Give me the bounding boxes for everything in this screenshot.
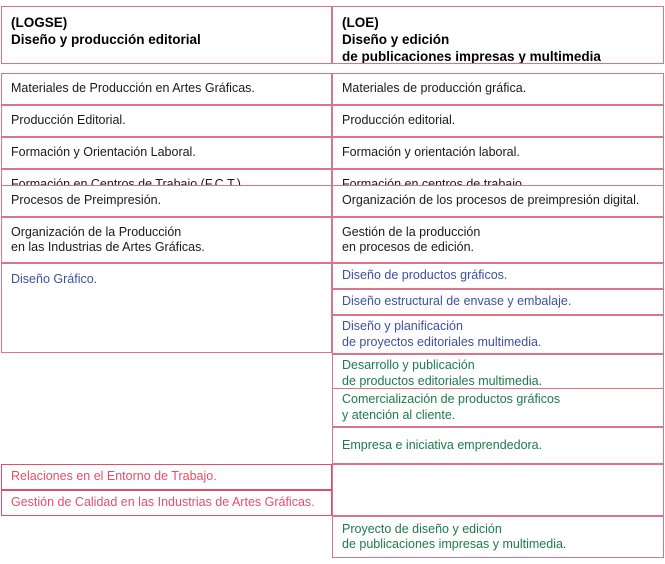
left-row-8 [1, 464, 332, 490]
right-row-13-line-1: Proyecto de diseño y edición [342, 521, 502, 536]
right-row-10-line-2: de productos editoriales multimedia. [342, 373, 543, 388]
right-row-6 [332, 217, 664, 263]
left-row-3 [1, 137, 332, 169]
header-title-loe-line-2: de publicaciones impresas y multimedia [342, 49, 601, 64]
left-row-5 [1, 185, 332, 217]
right-row-5-line-1: Organización de los procesos de preimpresión digital. [342, 193, 640, 208]
right-row-5 [332, 185, 664, 217]
right-row-6-line-2: en procesos de edición. [342, 240, 475, 254]
right-row-2-line-1: Producción editorial. [342, 113, 456, 128]
header-cell-logse [1, 6, 332, 64]
right-row-1-line-1: Materiales de producción gráfica. [342, 81, 527, 96]
left-row-3-line-1: Formación y Orientación Laboral. [11, 145, 196, 160]
header-title-logse-line-1: Diseño y producción editorial [11, 32, 201, 47]
left-row-7-diseno-grafico [1, 263, 332, 353]
header-code-logse: (LOGSE) [11, 15, 68, 30]
right-row-7 [332, 263, 664, 289]
left-row-1 [1, 73, 332, 105]
right-row-3-line-1: Formación y orientación laboral. [342, 145, 520, 160]
right-row-8 [332, 289, 664, 315]
header-code-loe: (LOE) [342, 15, 379, 30]
right-row-9 [332, 315, 664, 354]
right-row-13-line-2: de publicaciones impresas y multimedia. [342, 537, 567, 551]
left-row-6-line-2: en las Industrias de Artes Gráficas. [11, 240, 205, 254]
left-row-9 [1, 490, 332, 516]
left-row-2 [1, 105, 332, 137]
right-row-11 [332, 388, 664, 427]
header-cell-loe [332, 6, 664, 64]
right-row-9-line-2: de proyectos editoriales multimedia. [342, 334, 542, 349]
right-row-12-line-1: Empresa e iniciativa emprendedora. [342, 437, 543, 452]
left-row-5-line-1: Procesos de Preimpresión. [11, 193, 162, 208]
left-row-6 [1, 217, 332, 263]
left-row-7-line-1: Diseño Gráfico. [11, 272, 98, 286]
right-row-12 [332, 427, 664, 464]
right-row-2 [332, 105, 664, 137]
right-row-10-line-1: Desarrollo y publicación [342, 358, 475, 372]
right-row-11-line-1: Comercialización de productos gráficos [342, 392, 561, 406]
right-row-7-line-1: Diseño de productos gráficos. [342, 268, 508, 283]
right-row-3 [332, 137, 664, 169]
right-row-8-line-1: Diseño estructural de envase y embalaje. [342, 294, 572, 309]
right-row-9-line-1: Diseño y planificación [342, 319, 463, 333]
left-row-8-line-1: Relaciones en el Entorno de Trabajo. [11, 469, 217, 484]
left-column-gap [1, 354, 332, 464]
right-row-6-line-1: Gestión de la producción [342, 224, 481, 239]
right-row-13 [332, 516, 664, 558]
right-column-empty-block [332, 464, 664, 516]
left-row-2-line-1: Producción Editorial. [11, 113, 126, 128]
left-row-1-line-1: Materiales de Producción en Artes Gráficas. [11, 81, 255, 96]
left-row-6-line-1: Organización de la Producción [11, 224, 182, 239]
left-row-9-line-1: Gestión de Calidad en las Industrias de Artes Gráficas. [11, 495, 315, 510]
header-title-loe-line-1: Diseño y edición [342, 32, 450, 47]
right-row-1 [332, 73, 664, 105]
right-row-11-line-2: y atención al cliente. [342, 407, 456, 422]
